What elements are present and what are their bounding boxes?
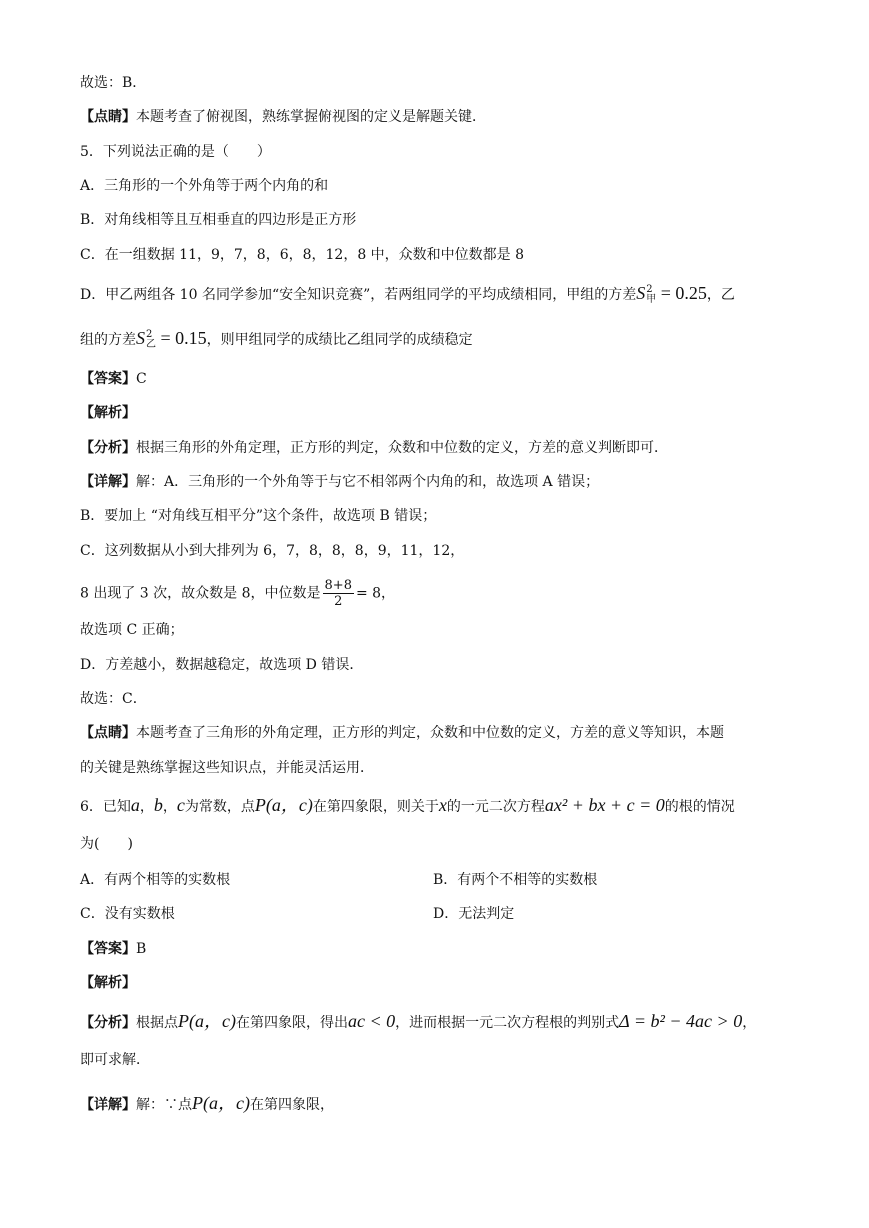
math-superscript: 2 [146, 329, 153, 340]
median-fraction [323, 578, 354, 609]
section-tag: 【答案】 [80, 941, 136, 957]
option-c [80, 904, 175, 924]
option-d-cont [80, 328, 473, 350]
detail-text: 8 出现了 3 次，故众数是 8，中位数是 [80, 585, 321, 602]
comment-text: 本题考查了俯视图，熟练掌握俯视图的定义是解题关键． [136, 109, 486, 125]
detail-line [80, 578, 395, 609]
math-point: (a，c) [265, 795, 313, 815]
math-variable: P [192, 1093, 203, 1113]
comment-line [80, 758, 374, 778]
option-b [80, 210, 356, 230]
analysis-line [80, 1011, 756, 1033]
analysis-text: ，进而根据一元二次方程根的判别式 [395, 1015, 620, 1031]
math-variable: S [636, 283, 646, 303]
section-tag: 【详解】 [80, 1097, 136, 1113]
answer-value: C [136, 371, 147, 387]
math-variable: x [438, 795, 447, 815]
analysis-header [80, 973, 136, 993]
option-text: C．没有实数根 [80, 906, 175, 922]
section-tag: 【详解】 [80, 474, 136, 490]
math-equation: = 0.15 [156, 328, 207, 348]
question-text: 在第四象限，则关于 [312, 799, 439, 815]
option-text: A．三角形的一个外角等于两个内角的和 [80, 178, 329, 194]
answer-choice-text: 故选：C． [80, 691, 147, 707]
option-d [80, 283, 735, 305]
option-text: ，则甲组同学的成绩比乙组同学的成绩稳定 [206, 332, 473, 348]
option-text: C．在一组数据 11，9，7，8，6，8，12，8 中，众数和中位数都是 8 [80, 247, 525, 263]
option-text: B．有两个不相等的实数根 [433, 872, 598, 888]
math-variable: a [130, 795, 140, 815]
math-variable: c [176, 795, 185, 815]
option-b [433, 870, 597, 890]
option-text: ，乙 [706, 287, 735, 303]
math-supsub [146, 330, 156, 350]
option-c [80, 245, 524, 265]
question-text: 为常数，点 [184, 799, 255, 815]
text-line [80, 73, 146, 93]
option-text: D．甲乙两组各 10 名同学参加“安全知识竞赛”，若两组同学的平均成绩相同，甲组的方差 [80, 287, 637, 303]
math-variable: b [153, 795, 163, 815]
detail-text: 解：A．三角形的一个外角等于与它不相邻两个内角的和，故选项 A 错误； [136, 474, 600, 490]
detail-text: B．要加上 “对角线互相平分”这个条件，故选项 B 错误； [80, 508, 437, 524]
question-text: 5．下列说法正确的是（ ） [80, 144, 271, 160]
detail-text: 解：∵点 [136, 1097, 192, 1113]
comment-text: 本题考查了三角形的外角定理，正方形的判定，众数和中位数的定义，方差的意义等知识，本题 [136, 725, 724, 741]
math-variable: P [254, 795, 266, 815]
comment-text: 的关键是熟练掌握这些知识点，并能灵活运用． [80, 760, 374, 776]
option-text: 组的方差 [80, 332, 136, 348]
detail-text: C．这列数据从小到大排列为 6，7，8，8，8，9，11，12， [80, 543, 465, 559]
detail-line [80, 506, 436, 526]
detail-text: = 8， [355, 585, 396, 602]
math-superscript: 2 [646, 284, 653, 295]
section-tag: 【点睛】 [80, 725, 136, 741]
math-variable: P [178, 1011, 189, 1031]
question-text: ， [162, 799, 177, 815]
comment-line [80, 723, 724, 743]
math-discriminant: Δ = b² − 4ac > 0 [619, 1011, 743, 1031]
section-tag: 【分析】 [80, 1015, 136, 1031]
section-tag: 【解析】 [80, 405, 136, 421]
detail-line [80, 472, 599, 492]
detail-line [80, 541, 464, 561]
analysis-text: 根据点 [136, 1015, 178, 1031]
text-line [80, 107, 486, 127]
question-text: ， [139, 799, 154, 815]
question-text: 为( ) [80, 836, 133, 852]
math-point: (a，c) [203, 1093, 250, 1113]
option-text: A．有两个相等的实数根 [80, 872, 231, 888]
option-d [433, 904, 514, 924]
answer-line [80, 369, 147, 389]
option-text: B．对角线相等且互相垂直的四边形是正方形 [80, 212, 357, 228]
analysis-text: 在第四象限，得出 [235, 1015, 348, 1031]
math-supsub [646, 285, 656, 305]
answer-choice-text: 故选：B． [80, 75, 147, 91]
fraction-denominator: 2 [334, 594, 343, 609]
math-subscript: 甲 [646, 294, 657, 305]
analysis-line [80, 1050, 150, 1070]
detail-text: D．方差越小，数据越稳定，故选项 D 错误． [80, 657, 364, 673]
math-equation: ax² + bx + c = 0 [544, 795, 665, 815]
detail-line [80, 620, 184, 640]
section-tag: 【分析】 [80, 440, 136, 456]
math-point: (a，c) [189, 1011, 236, 1031]
section-tag: 【解析】 [80, 975, 136, 991]
detail-line [80, 689, 147, 709]
analysis-text: ， [742, 1015, 757, 1031]
question-5-stem [80, 142, 271, 162]
math-subscript: 乙 [146, 339, 156, 350]
analysis-header [80, 403, 136, 423]
analysis-text: 即可求解． [80, 1052, 150, 1068]
option-a [80, 176, 328, 196]
math-variable: S [136, 328, 145, 348]
detail-text: 故选项 C 正确； [80, 622, 184, 638]
math-equation: = 0.25 [656, 283, 707, 303]
math-inequality: ac < 0 [347, 1011, 396, 1031]
option-a [80, 870, 230, 890]
section-tag: 【点睛】 [80, 109, 136, 125]
detail-line [80, 1093, 334, 1115]
question-text: 6．已知 [80, 799, 131, 815]
option-text: D．无法判定 [433, 906, 515, 922]
answer-value: B [136, 941, 147, 957]
answer-line [80, 939, 146, 959]
question-text: 的根的情况 [664, 799, 735, 815]
fraction-numerator: 8+8 [324, 578, 352, 593]
analysis-line [80, 438, 668, 458]
detail-line [80, 655, 363, 675]
question-text: 的一元二次方程 [446, 799, 545, 815]
section-tag: 【答案】 [80, 371, 136, 387]
question-6-stem [80, 795, 735, 817]
question-6-stem-cont [80, 834, 133, 854]
detail-text: 在第四象限， [249, 1097, 334, 1113]
analysis-text: 根据三角形的外角定理，正方形的判定，众数和中位数的定义，方差的意义判断即可． [136, 440, 668, 456]
